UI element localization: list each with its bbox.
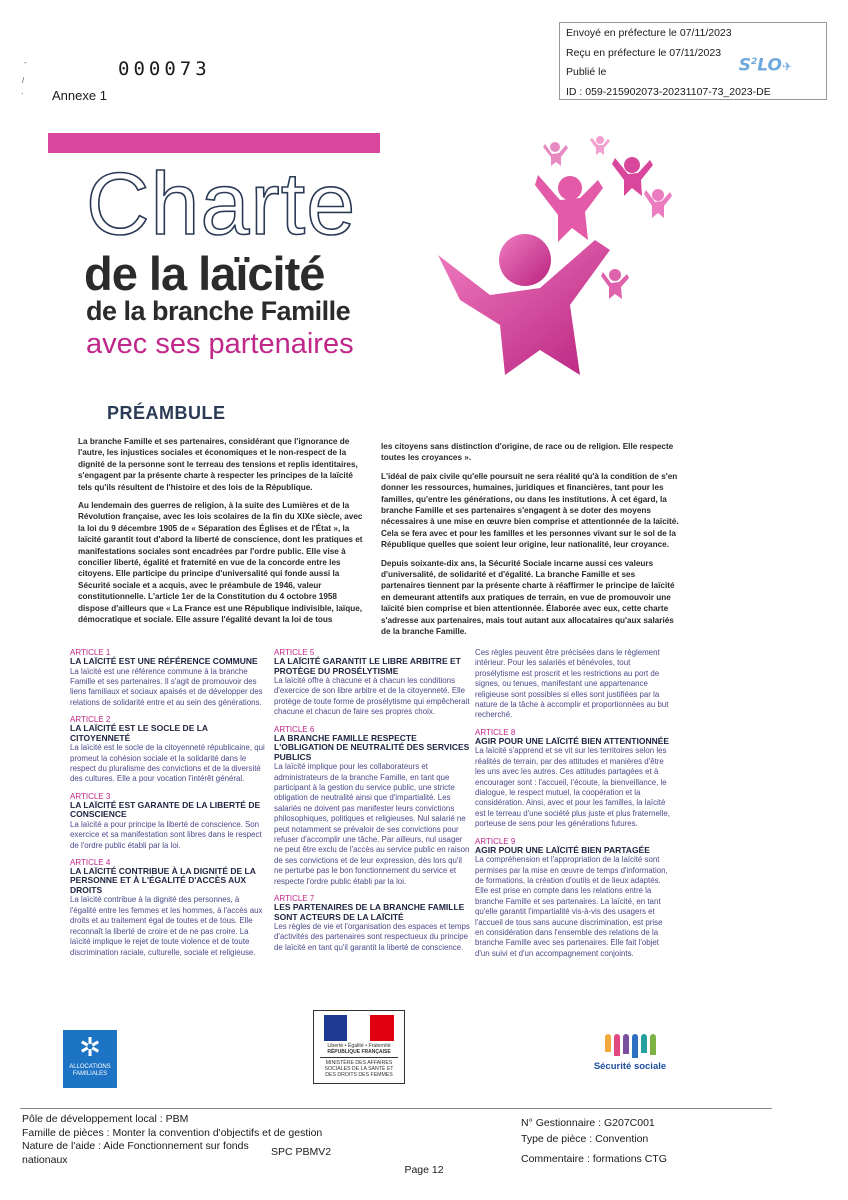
article (70, 858, 266, 958)
preambule-paragraph: Au lendemain des guerres de religion, à la suite des Lumières et de la Révolution française, avec les lois scolaires de la fin du XIXe siècle, avec la loi du 9 décembre 1905 de « Séparation des Églises et de l'État », la laïcité garantit tout d'abord la liberté de conscience, dont les pratiques et manifestations sociales sont encadrées par l'ordre public. Elle vise à concilier liberté, égalité et fraternité en vue de la concorde entre les citoyens. Elle participe du principe d'universalité qui fonde aussi la Sécurité sociale et a acquis, avec le préambule de 1946, valeur constitutionnelle. L'article 1er de la Constitution du 4 octobre 1958 dispose d'ailleurs que « La France est une République indivisible, laïque, démocratique et sociale. Elle assure l'égalité devant la loi de tous (78, 501, 363, 625)
caf-logo-label: ALLOCATIONS FAMILIALES (69, 1064, 111, 1077)
articles-column-2 (274, 648, 470, 960)
footer-gestionnaire: N° Gestionnaire : G207C001 (521, 1117, 655, 1129)
article (70, 792, 266, 851)
footer-divider (20, 1108, 772, 1109)
pink-header-bar (48, 133, 380, 153)
securite-sociale-logo (590, 1030, 670, 1092)
caf-logo (63, 1030, 117, 1088)
family-icon: ✲ (79, 1032, 101, 1062)
article-heading: LA LAÏCITÉ GARANTIT LE LIBRE ARBITRE ET PROTÈGE DU PROSÉLYTISME (274, 656, 461, 676)
page-number: Page 12 (404, 1164, 444, 1176)
article-number: ARTICLE 6 (274, 724, 315, 734)
annexe-label: Annexe 1 (52, 88, 107, 103)
articles-column-3 (475, 648, 671, 966)
article-heading: LA LAÏCITÉ EST GARANTE DE LA LIBERTÉ DE CONSCIENCE (70, 799, 261, 820)
article (274, 648, 470, 718)
preambule-paragraph: Depuis soixante-dix ans, la Sécurité Sociale incarne aussi ces valeurs d'universalité, de solidarité et d'égalité. La branche Famille et ses partenaires tiennent par la présente charte à réaffirmer le principe de laïcité en demeurant attentifs aux pratiques de terrain, en vue de promouvoir une laïcité bien comprise et bien attentionnée. Élaborée avec eux, cette charte s'adresse aux partenaires, mais tout autant aux allocataires qu'aux salariés de la branche Famille. (381, 558, 675, 637)
article-heading: LA LAÏCITÉ CONTRIBUE À LA DIGNITÉ DE LA PERSONNE ET À L'ÉGALITÉ D'ACCÈS AUX DROITS (70, 865, 256, 895)
article (475, 728, 671, 830)
prefecture-stamp (559, 22, 827, 100)
article (475, 837, 671, 960)
s2lo-logo: $S^2LO✈$ (738, 55, 792, 76)
preambule-paragraph: les citoyens sans distinction d'origine, de race ou de religion. Elle respecte toutes les croyances ». (381, 442, 674, 463)
article (274, 894, 470, 953)
article-heading: AGIR POUR UNE LAÏCITÉ BIEN PARTAGÉE (475, 844, 650, 855)
article-number: ARTICLE 1 (70, 648, 111, 657)
republique-francaise-logo (313, 1010, 405, 1084)
article-body: La compréhension et l'appropriation de la laïcité sont permises par la mise en œuvre de temps d'information, de formations, la création d'outils et de lieux adaptés. Elle est prise en compte dans les relations entre la branche Famille et ses partenaires. La laïcité, en tant qu'elle garantit l'impartialité vis-à-vis des usagers et l'accueil de tous sans aucune discrimination, est prise en considération dans l'ensemble des relations de la branche Famille avec ses partenaires. Elle fait l'objet d'un suivi et d'un accompagnement conjoints. (475, 855, 668, 958)
article-continuation (475, 648, 671, 721)
serial-number: 000073 (118, 58, 211, 80)
preambule-column-1 (78, 436, 364, 633)
rf-motto: Liberté • Égalité • Fraternité (327, 1043, 391, 1049)
article-heading: LA BRANCHE FAMILLE RESPECTE L'OBLIGATION DE NEUTRALITÉ DES SERVICES PUBLICS (274, 732, 470, 762)
article-number: ARTICLE 9 (475, 836, 516, 846)
people-figures-illustration (420, 130, 720, 380)
stamp-published: Publié le (566, 66, 607, 78)
article-heading: LA LAÏCITÉ EST UNE RÉFÉRENCE COMMUNE (70, 656, 258, 666)
article-body: La laïcité s'apprend et se vit sur les territoires selon les réalités de terrain, par des attitudes et manières d'être les uns avec les autres. Ces attitudes partagées et à encourager sont : l'accueil, l'écoute, la bienveillance, le dialogue, le respect mutuel, la coopération et la considération. Ainsi, avec et pour les familles, la laïcité est le terreau d'une société plus juste et plus fraternelle, porteuse de sens pour les générations futures. (475, 746, 670, 829)
article-heading: LA LAÏCITÉ EST LE SOCLE DE LA CITOYENNETÉ (70, 723, 208, 743)
article-body: La laïcité offre à chacune et à chacun les conditions d'exercice de son libre arbitre et de la citoyenneté. Elle protège de toute forme de prosélytisme qui empêcherait chacune et chacun de faire ses propres choix. (274, 676, 470, 717)
article-number: ARTICLE 5 (274, 648, 315, 657)
article (70, 715, 266, 785)
footer-spc: SPC PBMV2 (271, 1146, 332, 1158)
footer-nature: Nature de l'aide : Aide Fonctionnement sur fonds nationaux (22, 1140, 249, 1166)
stamp-received: Reçu en préfecture le 07/11/2023 (566, 46, 722, 59)
preambule-paragraph: L'idéal de paix civile qu'elle poursuit ne sera réalité qu'à la condition de s'en donner les ressources, humaines, juridiques et financières, tant pour les familles, qu'entre les générations, ou dans les institutions. À cet égard, la branche Famille et ses partenaires s'engagent à se doter des moyens nécessaires à une mise en œuvre bien comprise et attentionnée de la laïcité. Cela se fera avec et pour les familles et les personnes vivant sur le sol de la République quelles que soient leur origine, leur nationalité, leur croyance. (381, 471, 679, 550)
article-body: La laïcité a pour principe la liberté de conscience. Son exercice et sa manifestation sont libres dans le respect de l'ordre public établi par la loi. (70, 819, 262, 850)
article-number: ARTICLE 3 (70, 791, 111, 801)
title-charte: Charte (86, 154, 357, 253)
article-heading: AGIR POUR UNE LAÏCITÉ BIEN ATTENTIONNÉE (475, 735, 670, 746)
article-body: La laïcité contribue à la dignité des personnes, à l'égalité entre les femmes et les hommes, à l'accès aux droits et au traitement égal de toutes et de tous. Elle reconnaît la liberté de croire et de ne pas croire. La laïcité implique le rejet de toute violence et de toute discrimination raciale, culturelle, sociale et religieuse. (70, 895, 263, 957)
stamp-sent: Envoyé en préfecture le 07/11/2023 (566, 27, 732, 39)
preambule-column-2 (381, 441, 681, 645)
title-branche: de la branche Famille (86, 296, 351, 326)
rf-ministry: MINISTÈRE DES AFFAIRES SOCIALES DE LA SANTÉ ET DES DROITS DES FEMMES (320, 1057, 398, 1078)
article-number: ARTICLE 2 (70, 715, 111, 725)
people-bars-icon (590, 1034, 670, 1058)
footer-famille: Famille de pièces : Monter la convention d'objectifs et de gestion (22, 1126, 323, 1139)
article (274, 725, 470, 887)
article-number: ARTICLE 4 (70, 857, 111, 867)
title-laicite: de la laïcité (84, 247, 325, 300)
article-body: Les règles de vie et l'organisation des espaces et temps d'activités des partenaires sont respectueux du principe de laïcité en tant qu'il garantit la liberté de conscience. (274, 922, 470, 952)
article-body: La laïcité est le socle de la citoyenneté républicaine, qui promeut la cohésion sociale et la solidarité dans le respect du pluralisme des convictions et de la diversité des cultures. Elle a pour vocation l'intérêt général. (70, 743, 265, 784)
article-number: ARTICLE 8 (475, 727, 516, 737)
rf-name: RÉPUBLIQUE FRANÇAISE (327, 1049, 391, 1055)
article-number: ARTICLE 7 (274, 894, 315, 903)
article-body: La laïcité implique pour les collaborateurs et administrateurs de la branche Famille, en tant que participant à la gestion du service public, une stricte obligation de neutralité ainsi que d'impartialité. Les salariés ne doivent pas manifester leurs convictions philosophiques, politiques et religieuses. Nul salarié ne peut notamment se prévaloir de ses convictions pour refuser d'accomplir une tâche. Par ailleurs, nul usager ne peut être exclu de l'accès au service public en raison de ses convictions et de leur expression, dès lors qu'il ne perturbe pas le bon fonctionnement du service et respecte l'ordre public établi par la loi. (274, 762, 470, 886)
footer-pole: Pôle de développement local : PBM (22, 1113, 189, 1125)
article-heading: LES PARTENAIRES DE LA BRANCHE FAMILLE SONT ACTEURS DE LA LAÏCITÉ (274, 902, 465, 922)
title-partenaires: avec ses partenaires (86, 328, 354, 360)
footer-type: Type de pièce : Convention (521, 1133, 649, 1145)
marianne-flag-icon (324, 1015, 394, 1041)
preambule-title: PRÉAMBULE (107, 403, 226, 423)
article-body: La laïcité est une référence commune à la branche Famille et ses partenaires. Il s'agit de promouvoir des liens familiaux et sociaux apaisés et de développer des relations de solidarité entre et au sein des générations. (70, 666, 263, 707)
preambule-paragraph: La branche Famille et ses partenaires, considérant que l'ignorance de l'autre, les injustices sociales et économiques et le non-respect de la dignité de la personne sont le terreau des tensions et replis identitaires, s'engagent par la présente charte à respecter les principes de la laïcité tels qu'ils résultent de l'histoire et des lois de la République. (78, 437, 358, 492)
footer-right (521, 1115, 667, 1167)
article-body: Ces règles peuvent être précisées dans le règlement intérieur. Pour les salariés et bénévoles, tout prosélytisme est proscrit et les restrictions au port de signes, ou tenues, manifestant une appartenance religieuse sont possibles si elles sont justifiées par la nature de la tâche à accomplir et proportionnées au but recherché. (475, 648, 669, 720)
securite-sociale-label: Sécurité sociale (593, 1061, 667, 1072)
stamp-id: ID : 059-215902073-20231107-73_2023-DE (566, 85, 771, 98)
footer-commentaire: Commentaire : formations CTG (521, 1153, 667, 1165)
articles-column-1 (70, 648, 266, 965)
article (70, 648, 266, 708)
